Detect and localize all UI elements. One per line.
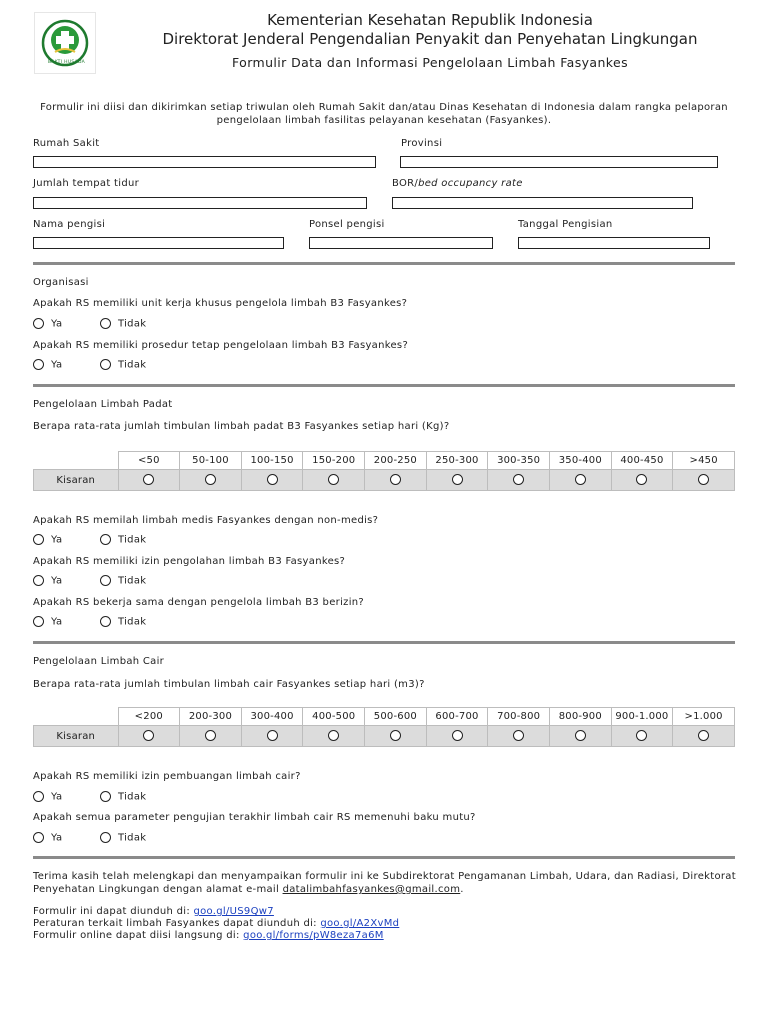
download-line: [33, 906, 274, 917]
ponsel-pengisi-input[interactable]: [309, 237, 493, 249]
bor-label-text: BOR/: [392, 178, 419, 189]
divider: [33, 856, 735, 859]
radio-button[interactable]: [33, 791, 44, 802]
range-option[interactable]: [611, 726, 673, 747]
organisasi-q2-tidak[interactable]: [100, 359, 146, 371]
divider: [33, 262, 735, 265]
thanks-line-2: [33, 884, 464, 895]
nama-pengisi-label: Nama pengisi: [33, 219, 106, 230]
radio-button[interactable]: [452, 730, 463, 741]
option-label: Tidak: [118, 791, 147, 803]
range-header: 600-700: [426, 708, 488, 726]
range-option[interactable]: [488, 726, 550, 747]
cair-range-table: [33, 707, 735, 747]
radio-button[interactable]: [100, 359, 111, 370]
padat-q2-tidak[interactable]: [100, 575, 146, 587]
divider: [33, 641, 735, 644]
option-label: Tidak: [118, 616, 147, 628]
form-title: Formulir Data dan Informasi Pengelolaan Limbah Fasyankes: [232, 55, 628, 70]
radio-button[interactable]: [267, 474, 278, 485]
download-link[interactable]: goo.gl/US9Qw7: [193, 906, 274, 917]
radio-button[interactable]: [205, 474, 216, 485]
tanggal-pengisian-label: Tanggal Pengisian: [518, 219, 613, 230]
range-header: 900-1.000: [611, 708, 673, 726]
rumah-sakit-label: Rumah Sakit: [33, 138, 100, 149]
radio-button[interactable]: [33, 318, 44, 329]
range-option[interactable]: [118, 726, 180, 747]
tanggal-pengisian-input[interactable]: [518, 237, 710, 249]
radio-button[interactable]: [636, 474, 647, 485]
directorate-title: Direktorat Jenderal Pengendalian Penyakit dan Penyehatan Lingkungan: [162, 30, 698, 48]
radio-button[interactable]: [33, 616, 44, 627]
section-padat-title: Pengelolaan Limbah Padat: [33, 399, 173, 410]
ponsel-pengisi-label: Ponsel pengisi: [309, 219, 385, 230]
range-option[interactable]: [303, 726, 365, 747]
padat-q3-ya[interactable]: [33, 616, 62, 628]
range-option[interactable]: [673, 726, 735, 747]
range-header: 400-500: [303, 708, 365, 726]
range-option[interactable]: [673, 470, 735, 491]
option-label: Ya: [51, 616, 63, 628]
option-label: Ya: [51, 575, 63, 587]
option-label: Ya: [51, 534, 63, 546]
range-header: 300-350: [488, 452, 550, 470]
organisasi-q1-ya[interactable]: [33, 318, 62, 330]
padat-range-table: [33, 451, 735, 491]
padat-question-1: Apakah RS memilah limbah medis Fasyankes dengan non-medis?: [33, 515, 379, 526]
section-organisasi-title: Organisasi: [33, 277, 89, 288]
intro-line-2: pengelolaan limbah fasilitas pelayanan kesehatan (Fasyankes).: [216, 115, 552, 126]
intro-line-1: Formulir ini diisi dan dikirimkan setiap triwulan oleh Rumah Sakit dan/atau Dinas Kesehatan di Indonesia dalam rangka pelaporan: [40, 102, 728, 113]
radio-button[interactable]: [698, 730, 709, 741]
range-header: 200-250: [365, 452, 427, 470]
radio-button[interactable]: [575, 474, 586, 485]
nama-pengisi-input[interactable]: [33, 237, 284, 249]
cair-q1-tidak[interactable]: [100, 791, 146, 803]
rumah-sakit-input[interactable]: [33, 156, 376, 168]
organisasi-question-1: Apakah RS memiliki unit kerja khusus pengelola limbah B3 Fasyankes?: [33, 298, 408, 309]
cair-q2-tidak[interactable]: [100, 832, 146, 844]
radio-button[interactable]: [328, 474, 339, 485]
online-text: Formulir online dapat diisi langsung di:: [33, 930, 240, 941]
option-label: Ya: [51, 832, 63, 844]
range-header: 800-900: [549, 708, 611, 726]
thanks-period: .: [460, 884, 464, 895]
radio-button[interactable]: [636, 730, 647, 741]
padat-q3-tidak[interactable]: [100, 616, 146, 628]
cair-question-2: Apakah semua parameter pengujian terakhir limbah cair RS memenuhi baku mutu?: [33, 812, 476, 823]
range-header: 150-200: [303, 452, 365, 470]
radio-button[interactable]: [698, 474, 709, 485]
radio-button[interactable]: [33, 534, 44, 545]
provinsi-label: Provinsi: [401, 138, 443, 149]
range-option[interactable]: [549, 726, 611, 747]
radio-button[interactable]: [390, 474, 401, 485]
section-cair-title: Pengelolaan Limbah Cair: [33, 656, 165, 667]
radio-button[interactable]: [100, 534, 111, 545]
padat-q1-ya[interactable]: [33, 534, 62, 546]
ministry-title: Kementerian Kesehatan Republik Indonesia: [267, 11, 593, 29]
padat-volume-question: Berapa rata-rata jumlah timbulan limbah padat B3 Fasyankes setiap hari (Kg)?: [33, 421, 450, 432]
radio-button[interactable]: [390, 730, 401, 741]
range-header: <50: [118, 452, 180, 470]
range-option[interactable]: [241, 470, 303, 491]
contact-email[interactable]: datalimbahfasyankes@gmail.com: [282, 884, 461, 895]
range-option[interactable]: [303, 470, 365, 491]
option-label: Tidak: [118, 318, 147, 330]
organisasi-q1-tidak[interactable]: [100, 318, 146, 330]
range-option[interactable]: [426, 726, 488, 747]
radio-button[interactable]: [205, 730, 216, 741]
padat-question-2: Apakah RS memiliki izin pengolahan limbah B3 Fasyankes?: [33, 556, 346, 567]
option-label: Ya: [51, 359, 63, 371]
range-option[interactable]: [180, 726, 242, 747]
padat-q1-tidak[interactable]: [100, 534, 146, 546]
radio-button[interactable]: [143, 730, 154, 741]
range-option[interactable]: [180, 470, 242, 491]
radio-button[interactable]: [100, 616, 111, 627]
ministry-logo: [34, 12, 96, 74]
option-label: Ya: [51, 318, 63, 330]
radio-button[interactable]: [100, 791, 111, 802]
radio-button[interactable]: [33, 575, 44, 586]
range-header: >1.000: [673, 708, 735, 726]
bor-input[interactable]: [392, 197, 693, 209]
jumlah-tempat-tidur-label: Jumlah tempat tidur: [33, 178, 140, 189]
range-header: 400-450: [611, 452, 673, 470]
range-option[interactable]: [488, 470, 550, 491]
range-header: 350-400: [549, 452, 611, 470]
radio-button[interactable]: [513, 474, 524, 485]
option-label: Ya: [51, 791, 63, 803]
radio-button[interactable]: [452, 474, 463, 485]
range-header: 500-600: [365, 708, 427, 726]
range-header: 700-800: [488, 708, 550, 726]
radio-button[interactable]: [575, 730, 586, 741]
table-corner: [34, 708, 119, 726]
download-text: Formulir ini dapat diunduh di:: [33, 906, 190, 917]
cair-q2-ya[interactable]: [33, 832, 62, 844]
radio-button[interactable]: [100, 575, 111, 586]
option-label: Tidak: [118, 534, 147, 546]
kisaran-label: Kisaran: [34, 726, 119, 747]
rules-text: Peraturan terkait limbah Fasyankes dapat diunduh di:: [33, 918, 317, 929]
radio-button[interactable]: [33, 832, 44, 843]
range-option[interactable]: [365, 470, 427, 491]
padat-question-3: Apakah RS bekerja sama dengan pengelola limbah B3 berizin?: [33, 597, 365, 608]
radio-button[interactable]: [267, 730, 278, 741]
logo-text: BAKTI HUSADA: [48, 60, 86, 65]
cair-volume-question: Berapa rata-rata jumlah timbulan limbah cair Fasyankes setiap hari (m3)?: [33, 679, 425, 690]
padat-q2-ya[interactable]: [33, 575, 62, 587]
range-header: 300-400: [241, 708, 303, 726]
organisasi-q2-ya[interactable]: [33, 359, 62, 371]
provinsi-input[interactable]: [400, 156, 718, 168]
jumlah-tempat-tidur-input[interactable]: [33, 197, 367, 209]
thanks-line-2-text: Penyehatan Lingkungan dengan alamat e-mail: [33, 884, 280, 895]
radio-button[interactable]: [328, 730, 339, 741]
rules-link[interactable]: goo.gl/A2XvMd: [320, 918, 400, 929]
range-header: 250-300: [426, 452, 488, 470]
range-option[interactable]: [549, 470, 611, 491]
bor-label: [392, 178, 523, 189]
table-corner: [34, 452, 119, 470]
range-header: 100-150: [241, 452, 303, 470]
radio-button[interactable]: [513, 730, 524, 741]
rules-line: [33, 918, 399, 929]
bor-label-italic: bed occupancy rate: [418, 178, 523, 189]
divider: [33, 384, 735, 387]
range-option[interactable]: [426, 470, 488, 491]
range-header: >450: [673, 452, 735, 470]
online-line: [33, 930, 384, 941]
range-header: <200: [118, 708, 180, 726]
radio-button[interactable]: [143, 474, 154, 485]
range-option[interactable]: [611, 470, 673, 491]
range-option[interactable]: [118, 470, 180, 491]
cair-question-1: Apakah RS memiliki izin pembuangan limbah cair?: [33, 771, 301, 782]
radio-button[interactable]: [100, 832, 111, 843]
range-option[interactable]: [241, 726, 303, 747]
range-option[interactable]: [365, 726, 427, 747]
radio-button[interactable]: [100, 318, 111, 329]
radio-button[interactable]: [33, 359, 44, 370]
organisasi-question-2: Apakah RS memiliki prosedur tetap pengelolaan limbah B3 Fasyankes?: [33, 340, 409, 351]
thanks-line-1: Terima kasih telah melengkapi dan menyampaikan formulir ini ke Subdirektorat Pengamanan Limbah, Udara, dan Radiasi, Direktorat: [33, 871, 736, 882]
range-header: 200-300: [180, 708, 242, 726]
option-label: Tidak: [118, 832, 147, 844]
kisaran-label: Kisaran: [34, 470, 119, 491]
option-label: Tidak: [118, 359, 147, 371]
option-label: Tidak: [118, 575, 147, 587]
cair-q1-ya[interactable]: [33, 791, 62, 803]
online-form-link[interactable]: goo.gl/forms/pW8eza7a6M: [243, 930, 384, 941]
range-header: 50-100: [180, 452, 242, 470]
